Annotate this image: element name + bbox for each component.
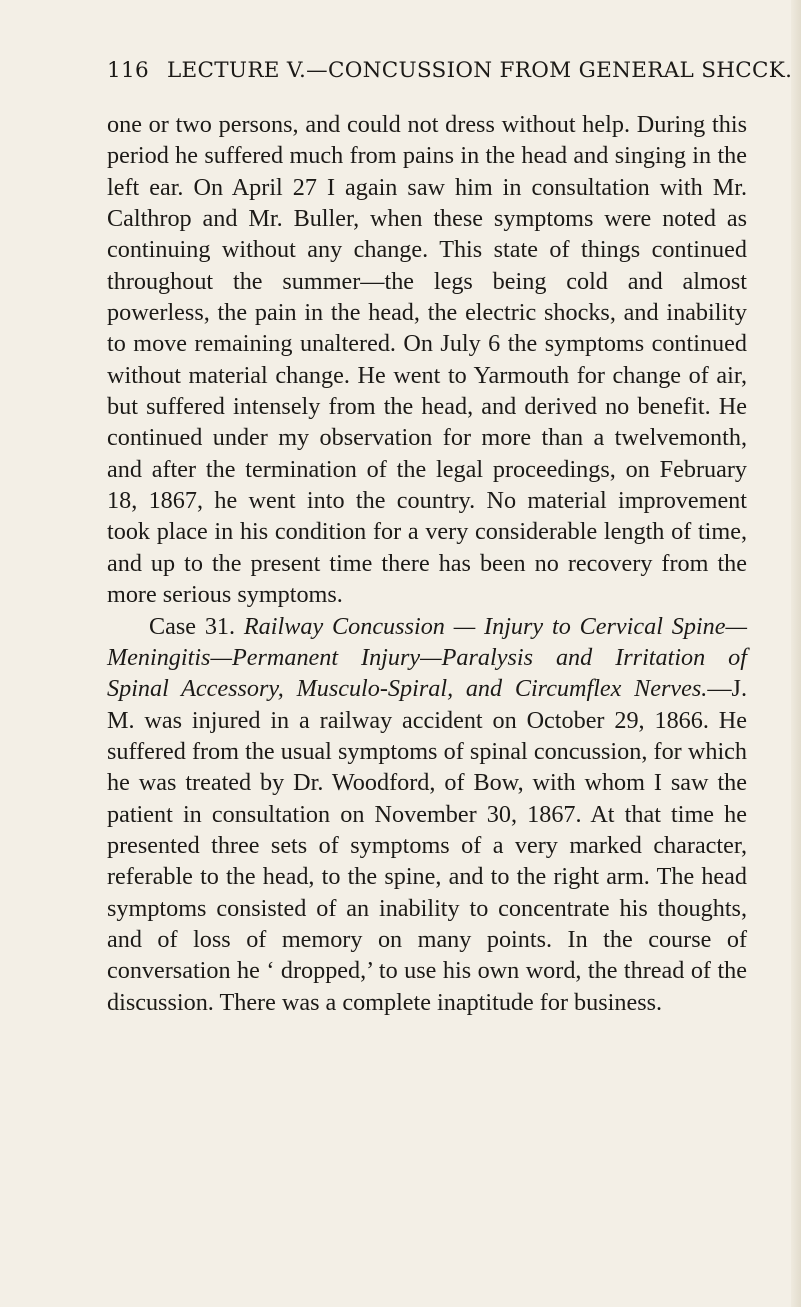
case-label: Case 31. [149, 612, 236, 640]
case-title: Railway Concussion — Injury to Cervical Spine—Meningitis—Permanent Injury—Paralysis and Irritation of Spinal Accessory, Musculo-Spiral, and Circumflex Nerves. [107, 612, 747, 703]
running-head [107, 58, 793, 86]
page-number: 116 [107, 58, 149, 83]
running-title: LECTURE V.—CONCUSSION FROM GENERAL SHCCK. [166, 58, 793, 83]
body-text [107, 109, 747, 1018]
page-edge [791, 0, 801, 1307]
case-paragraph [107, 611, 747, 1018]
paragraph-continuation: one or two persons, and could not dress without help. During this period he suffered much from pains in the head and singing in the left ear. On April 27 I again saw him in consultation with Mr. Calthrop and Mr. Buller, when these symptoms were noted as continuing without any change. This state of things continued throughout the summer—the legs being cold and almost powerless, the pain in the head, the electric shocks, and inability to move remaining unaltered. On July 6 the symptoms continued without material change. He went to Yarmouth for change of air, but suffered intensely from the head, and derived no benefit. He continued under my observation for more than a twelvemonth, and after the termination of the legal proceedings, on February 18, 1867, he went into the country. No material improvement took place in his condition for a very considerable length of time, and up to the present time there has been no recovery from the more serious symptoms. [107, 111, 747, 609]
case-body: —J. M. was injured in a railway accident on October 29, 1866. He suffered from the usual symptoms of spinal concussion, for which he was treated by Dr. Woodford, of Bow, with whom I saw the patient in consultation on November 30, 1867. At that time he presented three sets of symptoms of a very marked character, referable to the head, to the spine, and to the right arm. The head symptoms consisted of an inability to concentrate his thoughts, and of loss of memory on many points. In the course of conversation he ‘ dropped,’ to use his own word, the thread of the discussion. There was a complete inaptitude for business. [107, 675, 747, 1016]
